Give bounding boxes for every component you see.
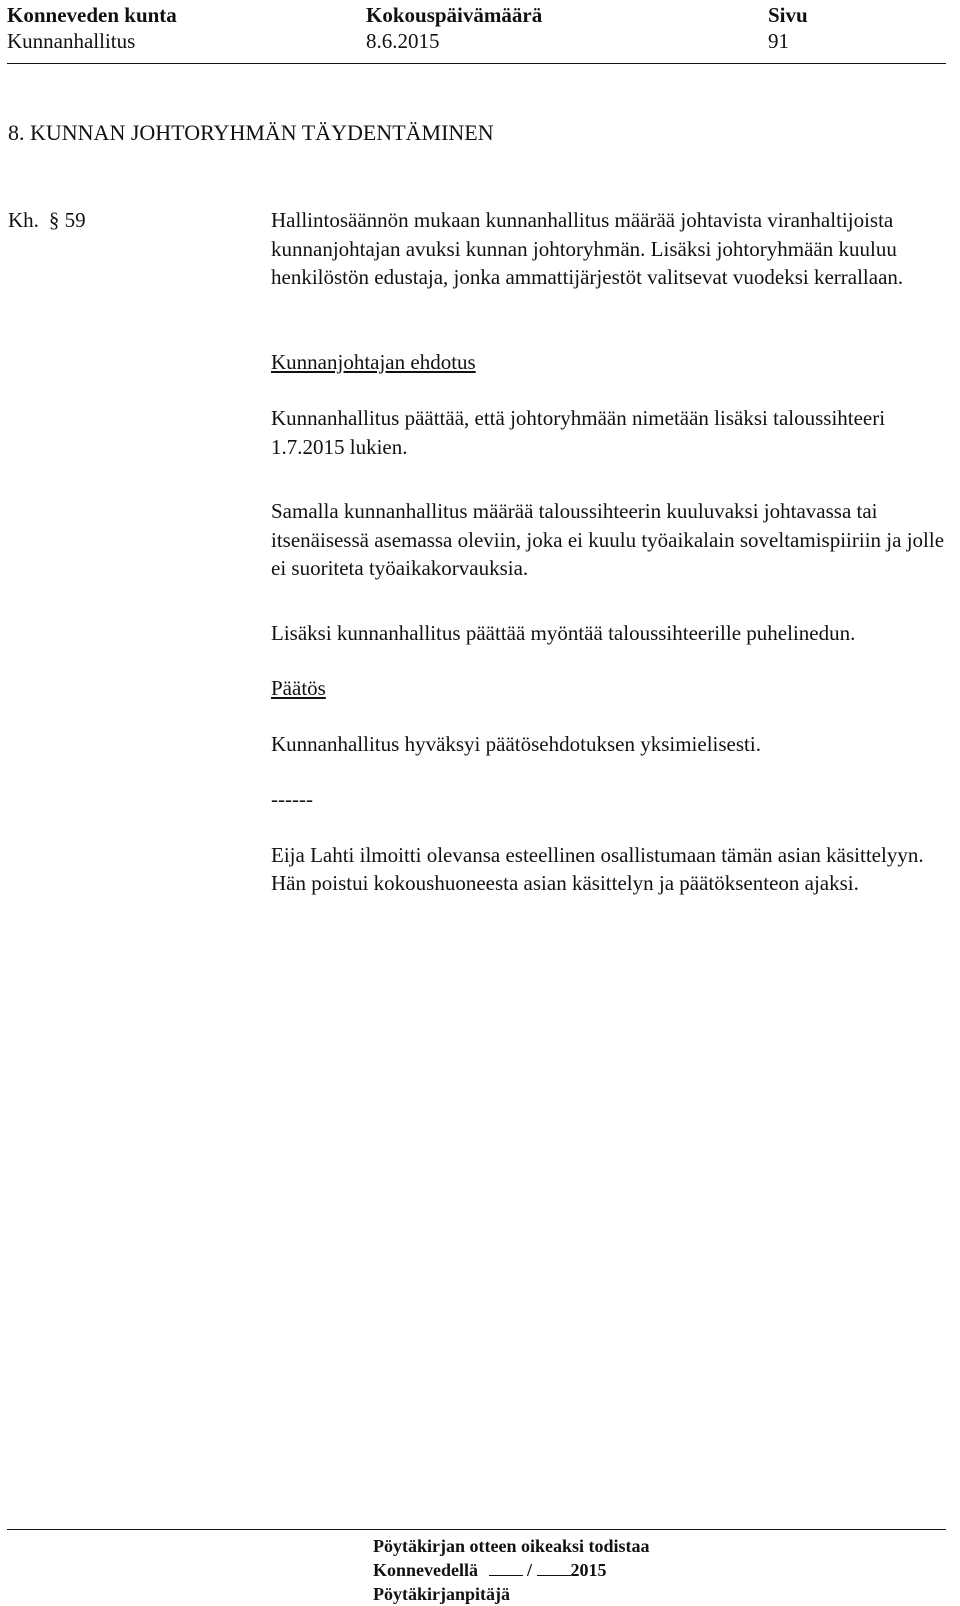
place-date-line bbox=[373, 1558, 650, 1582]
proposal-paragraph-2: Samalla kunnanhallitus määrää taloussihteerin kuuluvaksi johtavassa tai itsenäisessä asemassa oleviin, joka ei kuulu työaikalain soveltamispiiriin ja jolle ei suoriteta työaikakorvauksia. bbox=[271, 499, 945, 580]
separator: ------ bbox=[271, 787, 313, 811]
decision-heading: Päätös bbox=[271, 676, 326, 700]
document-body bbox=[271, 206, 960, 898]
proposal-paragraph-3: Lisäksi kunnanhallitus päättää myöntää taloussihteerille puhelinedun. bbox=[271, 620, 856, 645]
certification-line: Pöytäkirjan otteen oikeaksi todistaa bbox=[373, 1536, 650, 1556]
header-municipality bbox=[7, 2, 177, 54]
header-page-number: 91 bbox=[768, 29, 789, 53]
header-org-name: Konneveden kunta bbox=[7, 3, 177, 27]
month-blank bbox=[537, 1559, 571, 1576]
decision-paragraph: Kunnanhallitus hyväksyi päätösehdotuksen yksimielisesti. bbox=[271, 731, 761, 756]
section-title: 8. KUNNAN JOHTORYHMÄN TÄYDENTÄMINEN bbox=[8, 120, 494, 145]
secretary-title: Pöytäkirjanpitäjä bbox=[373, 1584, 510, 1604]
footer-divider bbox=[7, 1529, 946, 1530]
header-divider bbox=[7, 63, 946, 64]
footer-year: 2015 bbox=[570, 1560, 607, 1580]
header-meeting-date bbox=[366, 2, 542, 54]
conflict-note: Eija Lahti ilmoitti olevansa esteellinen osallistumaan tämän asian käsittelyyn. Hän poistui kokoushuoneesta asian käsittelyn ja päätöksenteon ajaksi. bbox=[271, 842, 924, 895]
section-reference bbox=[8, 206, 86, 234]
header-date-label: Kokouspäivämäärä bbox=[366, 3, 543, 27]
header-date-value: 8.6.2015 bbox=[366, 29, 440, 53]
section-number: § 59 bbox=[48, 208, 86, 232]
day-blank bbox=[489, 1559, 523, 1576]
header-body-name: Kunnanhallitus bbox=[7, 29, 136, 53]
proposal-heading: Kunnanjohtajan ehdotus bbox=[271, 349, 476, 374]
header-page-label: Sivu bbox=[768, 3, 808, 27]
kh-abbreviation: Kh. bbox=[8, 208, 39, 232]
intro-paragraph: Hallintosäännön mukaan kunnanhallitus määrää johtavista viranhaltijoista kunnanjohtajan avuksi kunnan johtoryhmän. Lisäksi johtoryhmään kuuluu henkilöstön edustaja, jonka ammattijärjestöt valitsevat vuodeksi kerrallaan. bbox=[271, 208, 904, 289]
place-name: Konnevedellä bbox=[373, 1560, 479, 1580]
proposal-paragraph-1: Kunnanhallitus päättää, että johtoryhmään nimetään lisäksi taloussihteeri 1.7.2015 lukien. bbox=[271, 406, 886, 459]
certification-footer bbox=[373, 1534, 650, 1606]
header-page bbox=[768, 2, 808, 54]
date-slash: / bbox=[527, 1560, 533, 1580]
